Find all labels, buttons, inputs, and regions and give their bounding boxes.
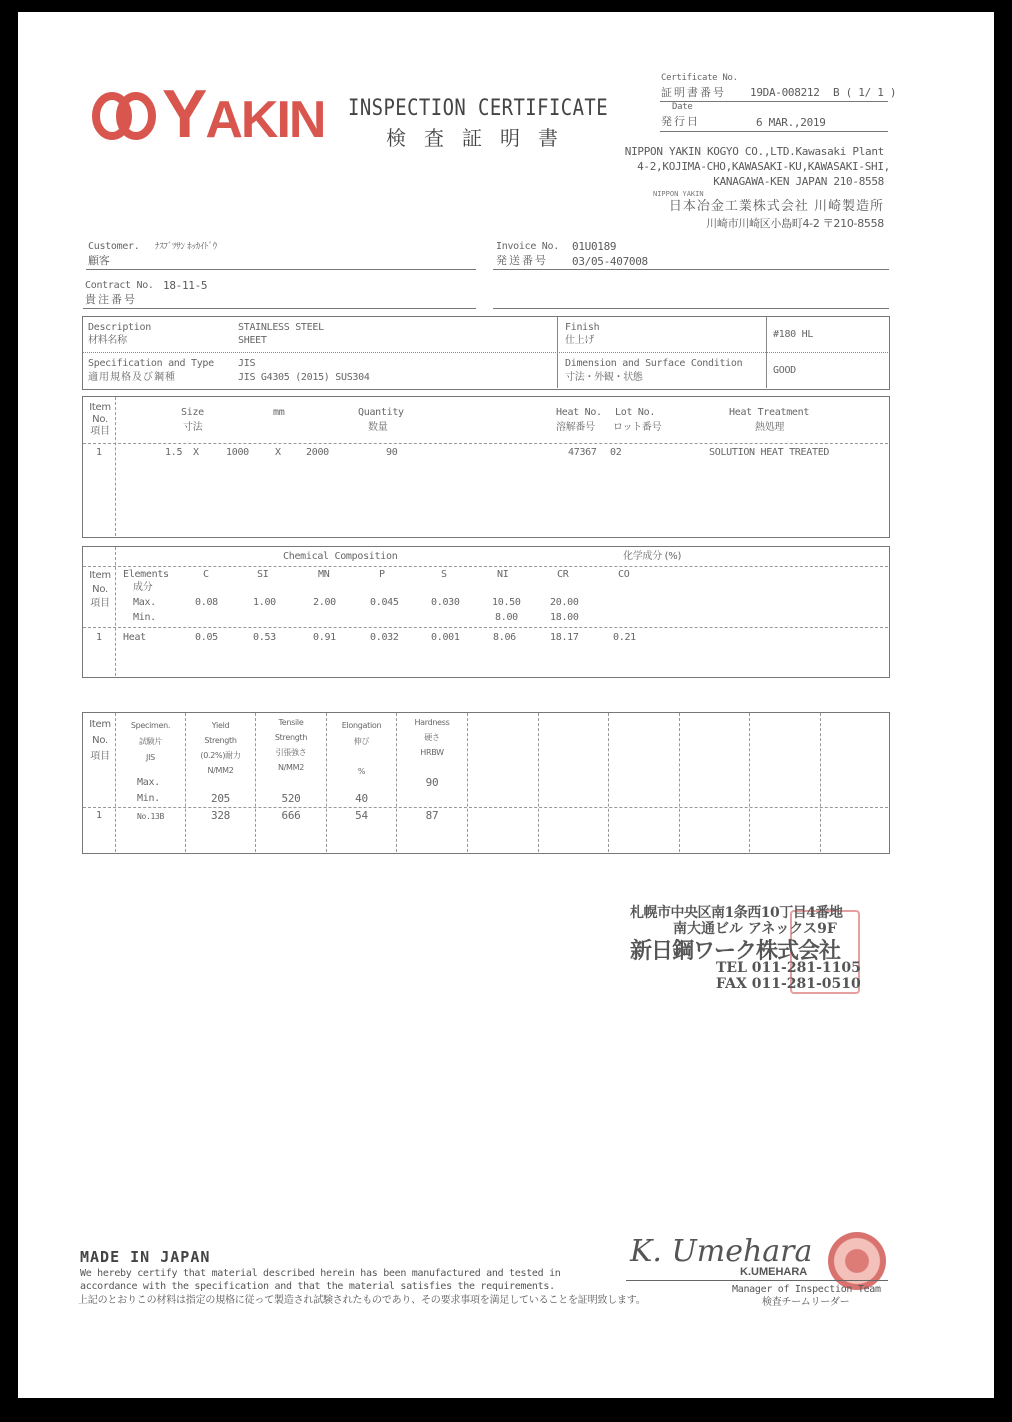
row-x1: X bbox=[193, 447, 199, 458]
certificate-no: 19DA-008212 bbox=[750, 86, 820, 99]
spec-label-jp: 適用規格及び鋼種 bbox=[88, 372, 176, 383]
row-item-no: 1 bbox=[96, 447, 102, 458]
mechanical-properties-table bbox=[82, 712, 890, 854]
max-label: Max. bbox=[133, 597, 156, 608]
certificate-no-label-en: Certificate No. bbox=[661, 73, 738, 83]
certify-statement-jp: 上記のとおりこの材料は指定の規格に従って製造され試験されたものであり、その要求事項を満足していることを証明致します。 bbox=[78, 1295, 646, 1306]
max-c: 0.08 bbox=[195, 597, 218, 608]
customer-label-jp: 顧客 bbox=[88, 254, 110, 267]
heat-treatment-label-jp: 熱処理 bbox=[755, 422, 785, 433]
heat-si: 0.53 bbox=[253, 632, 276, 643]
distributor-name: 新日鋼ワーク株式会社 bbox=[630, 939, 841, 964]
certificate-no-label-jp: 証明書番号 bbox=[661, 86, 726, 99]
description-table bbox=[82, 316, 890, 390]
size-label-en: Size bbox=[181, 407, 204, 418]
heat-p: 0.032 bbox=[370, 632, 399, 643]
element-mn: MN bbox=[318, 569, 330, 580]
element-s: S bbox=[441, 569, 447, 580]
element-p: P bbox=[379, 569, 385, 580]
yield-min: 205 bbox=[211, 792, 230, 805]
heat-cr: 18.17 bbox=[550, 632, 579, 643]
spec-label-en: Specification and Type bbox=[88, 358, 214, 369]
max-mn: 2.00 bbox=[313, 597, 336, 608]
elements-label-jp: 成分 bbox=[133, 582, 153, 593]
min-cr: 18.00 bbox=[550, 612, 579, 623]
dimension-label-en: Dimension and Surface Condition bbox=[565, 358, 743, 369]
max-ni: 10.50 bbox=[492, 597, 521, 608]
max-si: 1.00 bbox=[253, 597, 276, 608]
row-length: 2000 bbox=[306, 447, 329, 458]
element-cr: CR bbox=[557, 569, 569, 580]
row-thickness: 1.5 bbox=[165, 447, 183, 458]
contract-label-jp: 貴注番号 bbox=[85, 293, 137, 306]
yield-strength-header: Yield Strength (0.2%)耐力 N/MM2 bbox=[200, 721, 241, 775]
elements-label-en: Elements bbox=[123, 569, 169, 580]
certificate-page bbox=[18, 12, 994, 1398]
description-value-1: STAINLESS STEEL bbox=[238, 322, 324, 333]
signer-title-jp: 検査チームリーダー bbox=[762, 1297, 850, 1308]
tensile-min: 520 bbox=[281, 792, 301, 805]
size-label-jp: 寸法 bbox=[183, 422, 203, 433]
element-si: SI bbox=[257, 569, 269, 580]
quantity-label-en: Quantity bbox=[358, 407, 404, 418]
finish-label-en: Finish bbox=[565, 322, 600, 333]
hardness-max: 90 bbox=[425, 776, 439, 789]
company-address-2: KANAGAWA-KEN JAPAN 210-8558 bbox=[713, 175, 884, 188]
heat-ni: 8.06 bbox=[493, 632, 516, 643]
certificate-suffix: B ( 1/ 1 ) bbox=[833, 86, 897, 99]
element-co: CO bbox=[618, 569, 630, 580]
red-round-seal-icon bbox=[828, 1232, 886, 1290]
chemical-title-jp: 化学成分 (%) bbox=[623, 551, 682, 562]
min-label: Min. bbox=[137, 793, 160, 804]
heat-s: 0.001 bbox=[431, 632, 460, 643]
date-label-jp: 発行日 bbox=[661, 115, 700, 128]
element-ni: NI bbox=[497, 569, 509, 580]
row-hardness: 87 bbox=[425, 809, 439, 822]
company-address-jp: 川崎市川崎区小島町4-2 〒210-8558 bbox=[706, 217, 884, 230]
max-p: 0.045 bbox=[370, 597, 399, 608]
row-yield: 328 bbox=[211, 809, 230, 822]
rings-logo-icon bbox=[92, 92, 162, 140]
distributor-address-2: 南大通ビル アネックス9F bbox=[673, 921, 837, 937]
company-small-label: NIPPON YAKIN bbox=[653, 190, 704, 198]
signature: K. Umehara bbox=[630, 1234, 813, 1269]
heat-mn: 0.91 bbox=[313, 632, 336, 643]
items-table bbox=[82, 396, 890, 538]
row-elongation: 54 bbox=[355, 809, 368, 822]
min-label: Min. bbox=[133, 612, 156, 623]
dimension-label-jp: 寸法・外観・状態 bbox=[565, 372, 643, 383]
date-label-en: Date bbox=[672, 102, 693, 112]
certify-statement-en-1: We hereby certify that material described herein has been manufactured and tested in bbox=[80, 1268, 561, 1279]
chemical-composition-table bbox=[82, 546, 890, 678]
chemical-title-en: Chemical Composition bbox=[283, 551, 398, 562]
row-heat-treatment: SOLUTION HEAT TREATED bbox=[709, 447, 830, 458]
heat-no-label-jp: 溶解番号 bbox=[556, 422, 595, 433]
item-no-header: Item No. 項目 bbox=[89, 570, 111, 609]
dimension-value: GOOD bbox=[773, 365, 796, 376]
company-name-en: NIPPON YAKIN KOGYO CO.,LTD.Kawasaki Plant bbox=[624, 145, 884, 158]
made-in-japan: MADE IN JAPAN bbox=[80, 1248, 211, 1266]
invoice-value-2: 03/05-407008 bbox=[572, 255, 648, 268]
company-address-1: 4-2,KOJIMA-CHO,KAWASAKI-KU,KAWASAKI-SHI, bbox=[637, 160, 890, 173]
distributor-fax: FAX 011-281-0510 bbox=[716, 976, 861, 992]
description-value-2: SHEET bbox=[238, 335, 267, 346]
lot-no-label-en: Lot No. bbox=[615, 407, 656, 418]
max-label: Max. bbox=[137, 777, 160, 788]
spec-value-2: JIS G4305 (2015) SUS304 bbox=[238, 372, 370, 383]
hardness-header: Hardness 硬さ HRBW bbox=[414, 718, 450, 757]
invoice-label-en: Invoice No. bbox=[496, 241, 559, 252]
max-cr: 20.00 bbox=[550, 597, 579, 608]
invoice-value-1: 01U0189 bbox=[572, 240, 617, 253]
elongation-header: Elongation 伸び % bbox=[341, 721, 382, 776]
certify-statement-en-2: accordance with the specification and that the material satisfies the requirements. bbox=[80, 1281, 555, 1292]
element-c: C bbox=[203, 569, 209, 580]
customer-label-en: Customer. bbox=[88, 241, 140, 252]
mm-label: mm bbox=[273, 407, 285, 418]
finish-label-jp: 仕上げ bbox=[565, 335, 595, 346]
heat-no-label-en: Heat No. bbox=[556, 407, 602, 418]
heat-label: Heat bbox=[123, 632, 146, 643]
finish-value: #180 HL bbox=[773, 329, 814, 340]
yakin-logo bbox=[92, 78, 332, 150]
tensile-strength-header: Tensile Strength 引張強さ N/MM2 bbox=[274, 718, 308, 772]
distributor-address-1: 札幌市中央区南1条西10丁目4番地 bbox=[630, 905, 843, 921]
elongation-min: 40 bbox=[355, 792, 368, 805]
title-english: INSPECTION CERTIFICATE bbox=[348, 96, 609, 121]
row-quantity: 90 bbox=[386, 447, 398, 458]
heat-treatment-label-en: Heat Treatment bbox=[729, 407, 810, 418]
specimen-header: Specimen. 試験片 JIS bbox=[130, 721, 171, 762]
row-x2: X bbox=[275, 447, 281, 458]
invoice-label-jp: 発送番号 bbox=[496, 254, 548, 267]
company-name-jp: 日本冶金工業株式会社 川崎製造所 bbox=[668, 199, 884, 214]
title-japanese: 検査証明書 bbox=[386, 126, 576, 150]
quantity-label-jp: 数量 bbox=[368, 422, 388, 433]
heat-co: 0.21 bbox=[613, 632, 636, 643]
min-ni: 8.00 bbox=[495, 612, 518, 623]
lot-no-label-jp: ロット番号 bbox=[613, 422, 662, 433]
row-specimen: No.13B bbox=[136, 812, 165, 821]
max-s: 0.030 bbox=[431, 597, 460, 608]
item-no-header: Item No. 項目 bbox=[89, 719, 111, 762]
row-item-no: 1 bbox=[96, 810, 102, 821]
distributor-tel: TEL 011-281-1105 bbox=[716, 960, 861, 976]
spec-value-1: JIS bbox=[238, 358, 256, 369]
description-label-en: Description bbox=[88, 322, 151, 333]
customer-value: ﾅｽﾌﾞﾂｻﾝ ﾎｯｶｲﾄﾞｳ bbox=[155, 242, 217, 252]
description-label-jp: 材料名称 bbox=[88, 335, 127, 346]
signer-title-en: Manager of Inspection Team bbox=[732, 1284, 881, 1295]
row-tensile: 666 bbox=[281, 809, 301, 822]
contract-value: 18-11-5 bbox=[163, 279, 208, 292]
item-no-header: Item No. 項目 bbox=[89, 402, 111, 437]
heat-c: 0.05 bbox=[195, 632, 218, 643]
signer-name: K.UMEHARA bbox=[740, 1266, 808, 1278]
row-width: 1000 bbox=[226, 447, 249, 458]
row-item-no: 1 bbox=[96, 632, 102, 643]
contract-label-en: Contract No. bbox=[85, 280, 154, 291]
logo-wordmark: YAKIN bbox=[162, 76, 325, 152]
row-heat-no: 47367 bbox=[568, 447, 597, 458]
issue-date: 6 MAR.,2019 bbox=[756, 116, 826, 129]
row-lot-no: 02 bbox=[610, 447, 622, 458]
